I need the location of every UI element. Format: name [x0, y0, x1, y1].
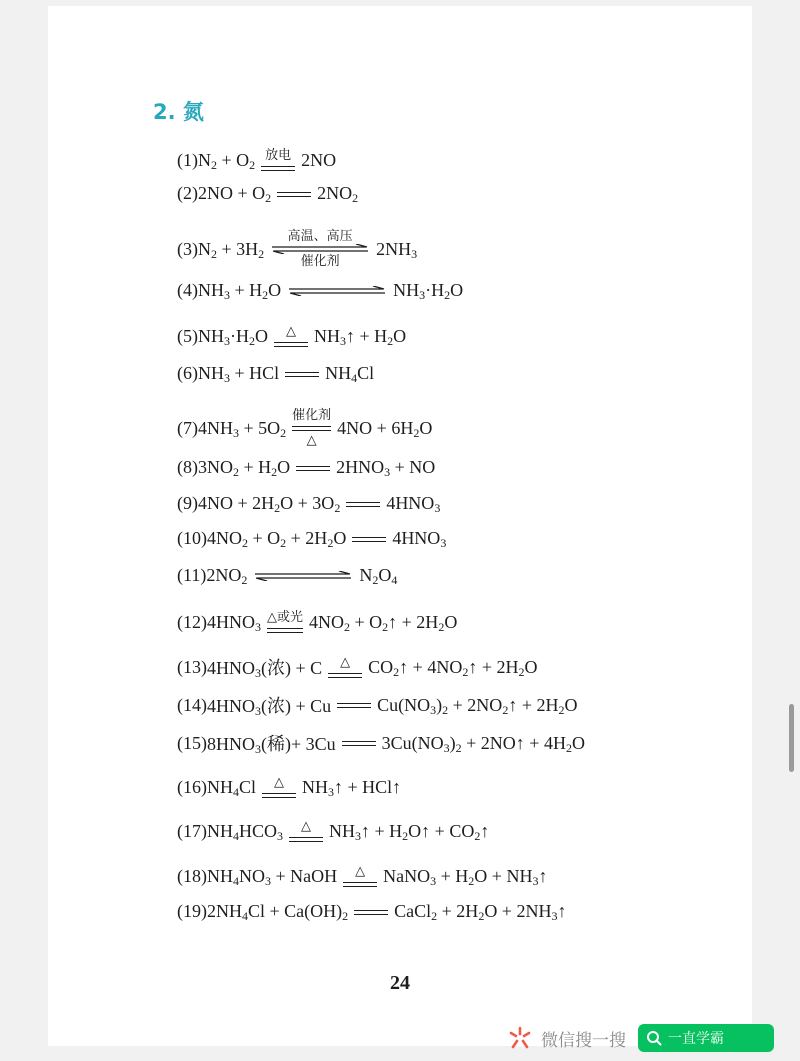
- reaction-condition: [253, 571, 353, 581]
- subscript: 3: [384, 465, 391, 479]
- formula-text: 2NH: [376, 238, 412, 259]
- formula-text: ↑ + 2H: [508, 694, 559, 715]
- equals-sign-icon: [289, 834, 323, 844]
- reaction-condition: [352, 534, 386, 544]
- reaction-condition: [354, 907, 388, 917]
- formula-text: ↑ + H: [346, 326, 388, 346]
- condition-top: 催化剂: [292, 408, 332, 423]
- equation-number: (16): [177, 777, 207, 797]
- formula-text: ↑: [538, 866, 548, 886]
- equation-number: (9): [177, 493, 198, 513]
- subscript: 2: [468, 874, 475, 888]
- reaction-condition: [261, 148, 295, 173]
- formula-text: CaCl: [394, 901, 432, 921]
- equals-sign-icon: [277, 189, 311, 199]
- footer-bar: [503, 1018, 800, 1058]
- formula-text: (浓) + C: [261, 658, 323, 678]
- reaction-condition: [270, 229, 370, 269]
- equation-line: [177, 775, 401, 800]
- formula-text: NH: [198, 280, 224, 300]
- subscript: 4: [233, 829, 239, 843]
- formula-text: 2NO: [317, 183, 353, 203]
- equation-line: [177, 654, 537, 680]
- subscript: 3: [551, 909, 558, 923]
- subscript: 2: [249, 334, 255, 348]
- subscript: 3: [277, 829, 284, 843]
- reactants: [198, 493, 340, 514]
- products: [325, 363, 374, 384]
- formula-text: O: [571, 732, 585, 753]
- products: [394, 901, 566, 922]
- subscript: 2: [342, 909, 349, 923]
- equation-number: (19): [177, 901, 207, 921]
- subscript: 3: [355, 829, 362, 843]
- formula-text: ↑ + 2H: [468, 656, 519, 677]
- subscript: 2: [393, 664, 400, 679]
- subscript: 2: [241, 573, 248, 587]
- reaction-condition: [343, 864, 377, 889]
- subscript: 2: [558, 702, 565, 717]
- subscript: 3: [419, 288, 426, 302]
- formula-text: Cl: [357, 363, 375, 383]
- equals-sign-icon: [352, 534, 386, 544]
- formula-text: N: [198, 238, 211, 259]
- formula-text: ↑: [557, 901, 567, 921]
- formula-text: 4HNO: [386, 493, 435, 513]
- equals-sign-icon: [337, 700, 371, 710]
- subscript: 3: [224, 371, 230, 385]
- formula-text: 4NO + 2H: [198, 493, 275, 513]
- reaction-condition: [342, 738, 376, 748]
- formula-text: NO: [239, 866, 265, 886]
- formula-text: NH: [198, 363, 224, 383]
- formula-text: O: [268, 280, 282, 300]
- products: [329, 821, 489, 842]
- reaction-condition: [287, 286, 387, 296]
- reaction-condition: [262, 775, 296, 800]
- wechat-search-label: 微信搜一搜: [541, 1030, 626, 1051]
- formula-text: ↑ + H: [361, 821, 403, 841]
- equation-number: (15): [177, 732, 207, 753]
- equals-sign-icon: [354, 907, 388, 917]
- formula-text: 4NH: [198, 417, 233, 438]
- equation-line: [177, 864, 547, 889]
- condition-top: △: [274, 775, 285, 790]
- formula-text: O: [255, 326, 268, 346]
- formula-text: 8HNO: [207, 734, 255, 754]
- formula-text: + H: [239, 457, 272, 477]
- formula-text: NaNO: [383, 866, 431, 886]
- equation-line: [177, 363, 374, 384]
- subscript: 2: [327, 536, 334, 550]
- formula-text: + 2H: [286, 528, 328, 548]
- subscript: 3: [440, 536, 447, 550]
- condition-top: △或光: [267, 610, 303, 625]
- subscript: 4: [233, 785, 239, 799]
- formula-text: (稀)+ 3Cu: [261, 734, 336, 754]
- document-page: [48, 6, 752, 1046]
- products: [368, 657, 537, 678]
- formula-text: 4NO + 6H: [337, 417, 414, 438]
- formula-text: 2NO + O: [198, 183, 266, 203]
- subscript: 2: [431, 909, 438, 923]
- formula-text: NH: [314, 326, 340, 346]
- formula-text: + 2NO↑ + 4H: [461, 732, 566, 753]
- formula-text: O + 2NH: [484, 901, 552, 921]
- products: [317, 183, 358, 204]
- reactants: [206, 565, 247, 586]
- condition-top: △: [286, 324, 296, 339]
- products: [337, 418, 432, 439]
- formula-text: NH: [393, 280, 420, 300]
- formula-text: ↑ + 2H: [388, 612, 439, 632]
- equation-line: [177, 183, 358, 204]
- subscript: 2: [334, 501, 341, 515]
- reactants: [198, 326, 268, 347]
- equation-line: [177, 528, 446, 549]
- formula-text: O + 3O: [280, 493, 335, 513]
- formula-text: NH: [329, 821, 356, 841]
- subscript: 3: [532, 874, 539, 888]
- reactants: [198, 280, 281, 301]
- formula-text: O: [444, 612, 458, 632]
- equation-line: [177, 692, 577, 718]
- reversible-arrow-icon: [270, 244, 370, 254]
- reversible-arrow-icon: [253, 571, 353, 581]
- search-query: 一直学霸: [668, 1031, 724, 1047]
- subscript: 2: [344, 620, 350, 634]
- subscript: 2: [462, 664, 469, 679]
- formula-text: 4NO: [207, 528, 242, 548]
- subscript: 2: [280, 536, 287, 550]
- reactants: [207, 654, 322, 680]
- formula-text: O: [393, 326, 407, 346]
- formula-text: 2NO: [301, 150, 337, 170]
- condition-top: △: [355, 864, 366, 879]
- formula-text: 2NH: [207, 901, 242, 921]
- equation-line: [177, 493, 440, 514]
- subscript: 2: [274, 501, 281, 515]
- formula-text: HCO: [239, 821, 278, 841]
- subscript: 4: [391, 573, 398, 587]
- subscript: 4: [233, 874, 239, 888]
- subscript: 2: [233, 465, 239, 479]
- reactants: [207, 821, 283, 842]
- formula-text: O: [378, 565, 392, 585]
- reaction-condition: [346, 499, 380, 509]
- products: [376, 239, 417, 260]
- equation-number: (4): [177, 280, 198, 300]
- subscript: 2: [502, 702, 509, 717]
- reactants: [198, 239, 264, 260]
- equation-line: [177, 148, 336, 173]
- equation-number: (18): [177, 866, 207, 886]
- subscript: 2: [474, 829, 481, 843]
- formula-text: NH: [207, 777, 233, 797]
- reaction-condition: [328, 655, 362, 680]
- equals-sign-icon: [292, 423, 331, 433]
- reactants: [207, 730, 336, 756]
- equation-number: (17): [177, 821, 207, 841]
- subscript: 2: [518, 664, 525, 679]
- reactants: [207, 612, 261, 633]
- reactants: [198, 150, 255, 171]
- subscript: 2: [258, 246, 265, 261]
- scrollbar[interactable]: [789, 704, 794, 772]
- formula-text: + 3H: [217, 238, 259, 259]
- reaction-condition: [285, 369, 319, 379]
- page-number: 24: [390, 972, 410, 994]
- condition-bottom: △: [306, 433, 317, 448]
- condition-top: 放电: [265, 148, 292, 163]
- formula-text: + O: [248, 528, 281, 548]
- products: [302, 777, 401, 798]
- equation-number: (8): [177, 457, 198, 477]
- formula-text: ↑: [480, 821, 490, 841]
- reaction-condition: [267, 610, 303, 635]
- formula-text: 3Cu(NO: [381, 732, 444, 753]
- formula-text: 4HNO: [392, 528, 441, 548]
- subscript: 4: [242, 909, 248, 923]
- equation-number: (3): [177, 238, 198, 259]
- formula-text: 4HNO: [207, 612, 255, 632]
- formula-text: (浓) + Cu: [261, 696, 332, 716]
- equation-line: [177, 457, 435, 478]
- formula-text: 2NO: [206, 565, 242, 585]
- reaction-condition: [277, 189, 311, 199]
- subscript: 3: [255, 704, 261, 718]
- formula-text: ): [436, 694, 443, 715]
- formula-text: 2HNO: [336, 457, 385, 477]
- equation-line: [177, 408, 432, 448]
- equation-number: (7): [177, 417, 198, 438]
- reaction-condition: [289, 819, 323, 844]
- formula-text: NH: [207, 866, 233, 886]
- subscript: 2: [352, 191, 359, 205]
- products: [359, 565, 397, 586]
- subscript: 3: [224, 334, 230, 348]
- formula-text: NH: [325, 363, 352, 383]
- formula-text: ): [449, 732, 456, 753]
- equation-line: [177, 819, 489, 844]
- subscript: 2: [442, 702, 449, 717]
- section-title: 2. 氮: [153, 100, 204, 124]
- equation-number: (10): [177, 528, 207, 548]
- equation-number: (13): [177, 656, 207, 677]
- products: [382, 733, 585, 754]
- formula-text: + HCl: [230, 363, 280, 383]
- subscript: 2: [211, 246, 217, 261]
- formula-text: NH: [207, 821, 233, 841]
- products: [383, 866, 547, 887]
- reactants: [207, 777, 256, 798]
- formula-text: + 2NO: [448, 694, 503, 715]
- reactants: [207, 692, 331, 718]
- formula-text: 3NO: [198, 457, 233, 477]
- wechat-search-icon: [507, 1025, 533, 1051]
- subscript: 3: [430, 702, 437, 717]
- subscript: 2: [280, 425, 287, 440]
- subscript: 2: [211, 158, 217, 172]
- subscript: 3: [255, 620, 261, 634]
- equals-sign-icon: [328, 670, 362, 680]
- subscript: 2: [438, 620, 445, 634]
- subscript: 2: [455, 740, 462, 755]
- equation-line: [177, 901, 566, 922]
- subscript: 2: [565, 740, 572, 755]
- subscript: 2: [478, 909, 485, 923]
- equals-sign-icon: [267, 625, 303, 635]
- subscript: 2: [249, 158, 256, 172]
- subscript: 2: [402, 829, 409, 843]
- equation-number: (11): [177, 565, 207, 585]
- formula-text: NH: [302, 777, 329, 797]
- formula-text: O: [564, 694, 578, 715]
- equation-number: (14): [177, 694, 207, 715]
- formula-text: Cl + Ca(OH): [248, 901, 343, 921]
- reactants: [207, 528, 346, 549]
- subscript: 3: [233, 425, 239, 440]
- formula-text: ·H: [230, 326, 249, 346]
- formula-text: 4HNO: [207, 658, 255, 678]
- equation-line: [177, 730, 585, 756]
- formula-text: + H: [436, 866, 469, 886]
- subscript: 3: [255, 666, 261, 680]
- products: [301, 150, 336, 171]
- formula-text: O: [419, 417, 433, 438]
- formula-text: O: [277, 457, 291, 477]
- subscript: 3: [411, 246, 418, 261]
- subscript: 3: [434, 501, 441, 515]
- subscript: 3: [265, 874, 271, 888]
- subscript: 2: [372, 573, 379, 587]
- formula-text: N: [359, 565, 373, 585]
- products: [392, 528, 446, 549]
- equation-number: (6): [177, 363, 198, 383]
- equation-line: [177, 610, 457, 635]
- subscript: 2: [444, 288, 451, 302]
- equals-sign-icon: [262, 790, 296, 800]
- equals-sign-icon: [296, 463, 330, 473]
- reactants: [207, 866, 337, 887]
- reactants: [198, 363, 279, 384]
- equation-line: [177, 229, 417, 269]
- products: [386, 493, 440, 514]
- subscript: 3: [443, 740, 450, 755]
- subscript: 2: [387, 334, 394, 348]
- subscript: 2: [382, 620, 389, 634]
- reactants: [198, 457, 290, 478]
- subscript: 3: [224, 288, 230, 302]
- reaction-condition: [274, 324, 308, 349]
- formula-text: + O: [350, 612, 383, 632]
- formula-text: O + NH: [474, 866, 533, 886]
- formula-text: + H: [230, 280, 263, 300]
- equation-number: (2): [177, 183, 198, 203]
- reaction-condition: [292, 408, 331, 448]
- condition-top: 高温、高压: [287, 229, 353, 244]
- condition-bottom: 催化剂: [300, 254, 340, 269]
- subscript: 4: [351, 371, 358, 385]
- equals-sign-icon: [343, 879, 377, 889]
- formula-text: + O: [217, 150, 250, 170]
- formula-text: O: [450, 280, 464, 300]
- formula-text: ·H: [425, 280, 445, 300]
- reaction-condition: [296, 463, 330, 473]
- reactants: [198, 418, 286, 439]
- equation-line: [177, 565, 397, 586]
- condition-top: △: [340, 654, 351, 670]
- equals-sign-icon: [274, 339, 308, 349]
- products: [336, 457, 435, 478]
- formula-text: 4HNO: [207, 696, 255, 716]
- formula-text: Cu(NO: [377, 694, 431, 715]
- condition-top: △: [301, 819, 312, 834]
- subscript: 2: [262, 288, 269, 302]
- equation-number: (5): [177, 326, 198, 346]
- equals-sign-icon: [346, 499, 380, 509]
- subscript: 2: [413, 425, 420, 440]
- equals-sign-icon: [261, 163, 295, 173]
- subscript: 3: [430, 874, 437, 888]
- search-icon: [646, 1030, 662, 1046]
- products: [314, 326, 406, 347]
- subscript: 2: [242, 536, 248, 550]
- formula-text: CO: [368, 656, 394, 677]
- search-button[interactable]: [638, 1024, 774, 1052]
- formula-text: + NaOH: [271, 866, 338, 886]
- formula-text: Cl: [239, 777, 257, 797]
- products: [309, 612, 457, 633]
- formula-text: 4NO: [309, 612, 344, 632]
- equals-sign-icon: [342, 738, 376, 748]
- formula-text: ↑ + HCl↑: [334, 777, 402, 797]
- products: [393, 280, 463, 301]
- equals-sign-icon: [285, 369, 319, 379]
- subscript: 2: [271, 465, 278, 479]
- subscript: 3: [340, 334, 346, 348]
- formula-text: + 2H: [437, 901, 479, 921]
- subscript: 3: [255, 742, 261, 756]
- reactants: [198, 183, 271, 204]
- formula-text: O↑ + CO: [408, 821, 475, 841]
- subscript: 2: [265, 191, 272, 205]
- equation-number: (12): [177, 612, 207, 632]
- formula-text: + NO: [390, 457, 436, 477]
- formula-text: O: [333, 528, 347, 548]
- formula-text: + 5O: [239, 417, 281, 438]
- reversible-arrow-icon: [287, 286, 387, 296]
- reactants: [207, 901, 348, 922]
- formula-text: N: [198, 150, 211, 170]
- equation-line: [177, 324, 406, 349]
- formula-text: ↑ + 4NO: [399, 656, 463, 677]
- subscript: 3: [328, 785, 335, 799]
- products: [377, 695, 577, 716]
- equation-number: (1): [177, 150, 198, 170]
- equation-line: [177, 280, 463, 301]
- formula-text: NH: [198, 326, 224, 346]
- reaction-condition: [337, 700, 371, 710]
- formula-text: O: [524, 656, 538, 677]
